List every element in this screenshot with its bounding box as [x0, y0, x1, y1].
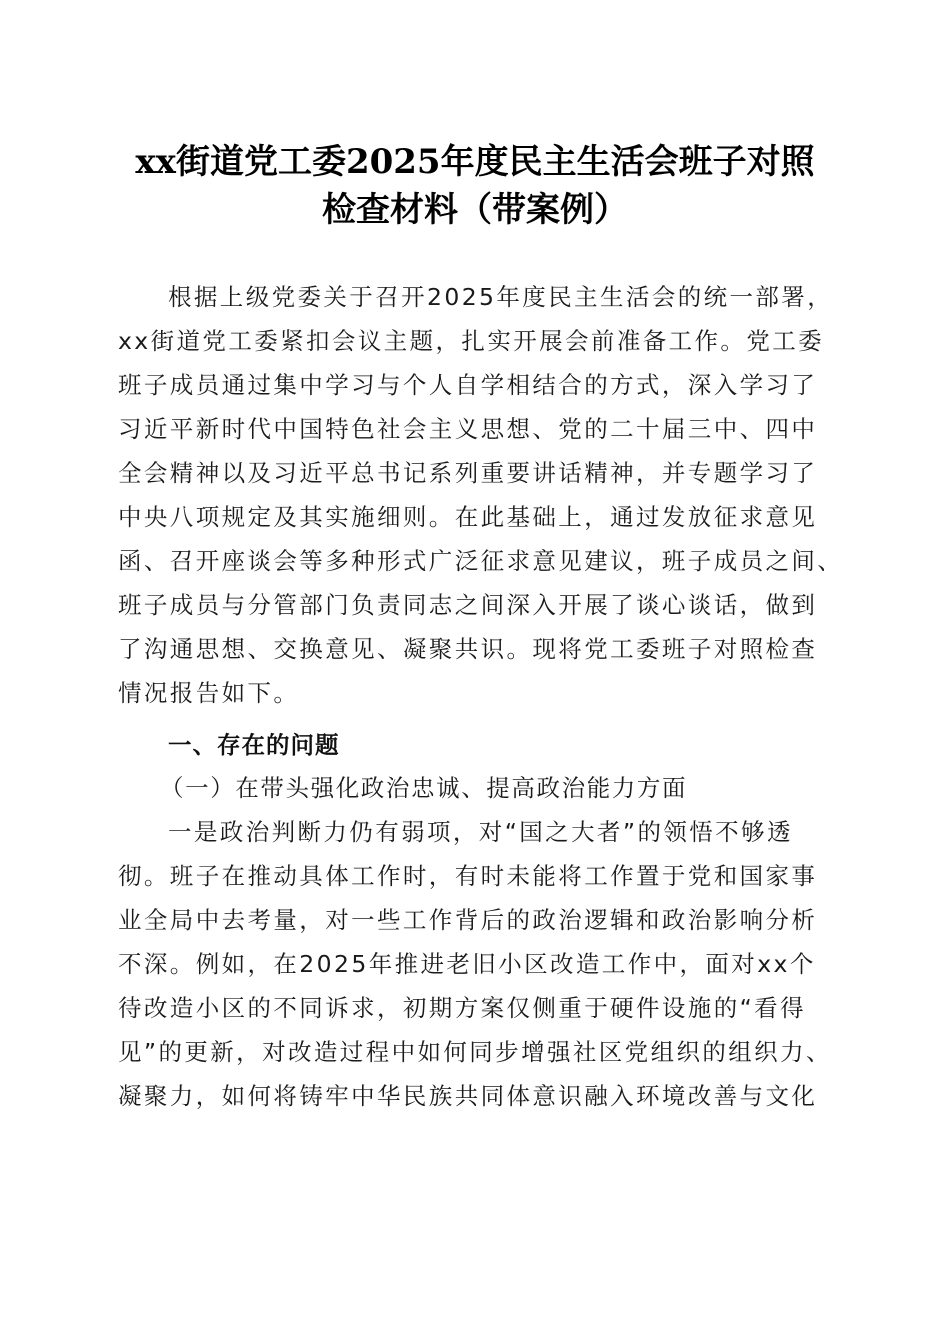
paragraph-line: 业全局中去考量，对一些工作背后的政治逻辑和政治影响分析: [118, 906, 818, 934]
paragraph-line: 待改造小区的不同诉求，初期方案仅侧重于硬件设施的“看得: [118, 994, 806, 1022]
paragraph-line: 见”的更新，对改造过程中如何同步增强社区党组织的组织力、: [118, 1038, 832, 1066]
paragraph-line: 不深。例如，在2025年推进老旧小区改造工作中，面对xx个: [118, 950, 816, 978]
section-heading: 一、存在的问题: [168, 731, 340, 759]
document-title-line-1: xx街道党工委2025年度民主生活会班子对照: [135, 142, 815, 182]
paragraph-line: 班子成员通过集中学习与个人自学相结合的方式，深入学习了: [118, 371, 818, 399]
document-title-line-2: 检查材料（带案例）: [322, 190, 628, 230]
paragraph-line: 根据上级党委关于召开2025年度民主生活会的统一部署，: [168, 283, 834, 311]
paragraph-line: 了沟通思想、交换意见、凝聚共识。现将党工委班子对照检查: [118, 635, 818, 663]
paragraph-line: 班子成员与分管部门负责同志之间深入开展了谈心谈话，做到: [118, 591, 818, 619]
paragraph-line: 函、召开座谈会等多种形式广泛征求意见建议，班子成员之间、: [118, 547, 844, 575]
paragraph-line: 习近平新时代中国特色社会主义思想、党的二十届三中、四中: [118, 415, 818, 443]
subsection-heading: （一）在带头强化政治忠诚、提高政治能力方面: [160, 774, 688, 802]
paragraph-line: 全会精神以及习近平总书记系列重要讲话精神，并专题学习了: [118, 459, 818, 487]
paragraph-line: 一是政治判断力仍有弱项，对“国之大者”的领悟不够透: [168, 818, 793, 846]
paragraph-line: xx街道党工委紧扣会议主题，扎实开展会前准备工作。党工委: [118, 327, 825, 355]
paragraph-line: 中央八项规定及其实施细则。在此基础上，通过发放征求意见: [118, 503, 818, 531]
paragraph-line: 情况报告如下。: [118, 679, 300, 707]
paragraph-line: 凝聚力，如何将铸牢中华民族共同体意识融入环境改善与文化: [118, 1082, 818, 1110]
paragraph-line: 彻。班子在推动具体工作时，有时未能将工作置于党和国家事: [118, 862, 818, 890]
